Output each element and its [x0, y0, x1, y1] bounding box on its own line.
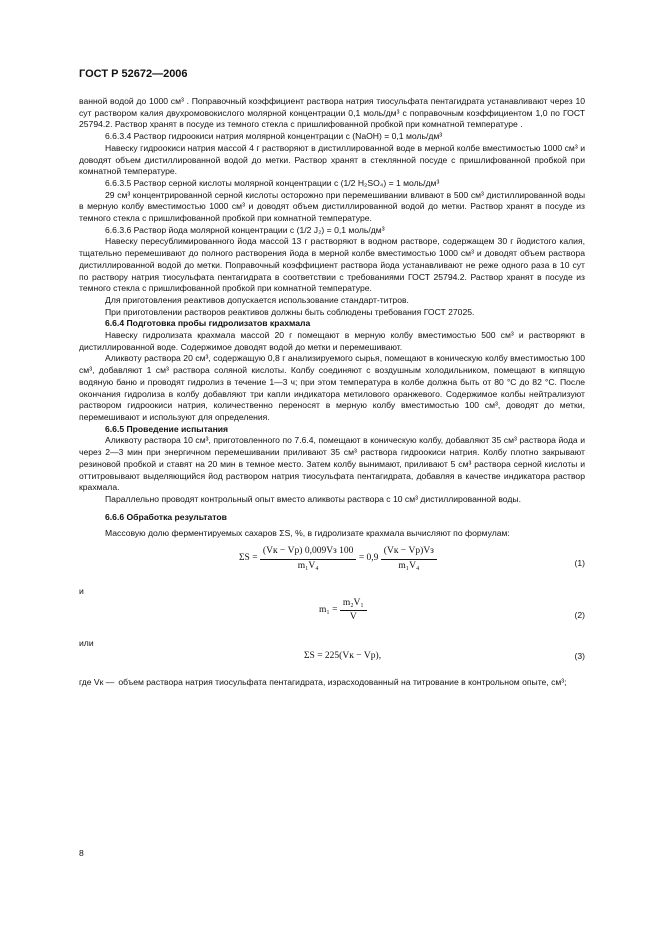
connector-word-or: или	[79, 637, 94, 648]
subsection-title-6634: 6.6.3.4 Раствор гидроокиси натрия молярной концентрации c (NaOH) = 0,1 моль/дм³	[105, 131, 443, 142]
paragraph: Навеску гидроокиси натрия массой 4 г растворяют в дистиллированной воде в мерной колбе вместимостью 1000 см³ и доводят объем дистиллированной водой до метки. Раствор хранят в стеклянной посуде с пришлифованной пробкой при комнатной температуре.	[79, 142, 585, 177]
equation-number-1: (1)	[574, 558, 585, 569]
formula-1-numerator-b: (Vк − Vр)Vз	[381, 546, 437, 560]
formula-1-denominator-a: m₁V₄	[297, 560, 319, 571]
page-number: 8	[79, 848, 84, 858]
formula-2	[79, 598, 585, 638]
connector-word-and: и	[79, 586, 84, 597]
variable-definition-text: объем раствора натрия тиосульфата пентагидрата, израсходованный на титрование в контрольном опыте, см³;	[118, 677, 567, 688]
formula-1-lhs: ΣS =	[239, 553, 258, 564]
formula-2-numerator: m₂V₁	[340, 598, 367, 612]
formula-1-fraction-b	[381, 546, 437, 572]
variable-definition	[79, 677, 585, 689]
subsection-title-6636: 6.6.3.6 Раствор йода молярной концентрации c (1/2 J₂) = 0,1 моль/дм³	[105, 224, 385, 235]
formula-1-middle: = 0,9	[358, 553, 379, 564]
equation-number-2: (2)	[574, 609, 585, 620]
formula-2-fraction	[340, 598, 367, 624]
formula-2-lhs: m₁ =	[319, 605, 338, 616]
standard-header: ГОСТ Р 52672—2006	[79, 68, 188, 80]
formula-2-denominator: V	[349, 612, 357, 623]
formula-1-denominator-b: m₁V₄	[398, 560, 420, 571]
equation-number-3: (3)	[574, 651, 585, 662]
formula-3-expression: ΣS = 225(Vк − Vр),	[304, 651, 382, 662]
paragraph: Параллельно проводят контрольный опыт вместо аликвоты раствора с 10 см³ дистиллированной воды.	[105, 493, 521, 504]
paragraph: 29 см³ концентрированной серной кислоты осторожно при перемешивании вливают в 500 см³ дистиллированной воды в мерную колбу вместимостью 1000 см³ и доводят объем дистиллированной водой до метки. Раствор хранят в посуде из темного стекла с пришлифованной пробкой при комнатной температуре.	[79, 189, 585, 224]
formula-1-fraction-a	[260, 546, 357, 572]
document-body	[79, 96, 585, 689]
paragraph: Аликвоту раствора 10 см³, приготовленного по 7.6.4, помещают в коническую колбу, добавляют 35 см³ раствора йода и через 2—3 мин при энергичном перемешивании приливают 35 см³ раствора гидроокиси натрия. Колбу плотно закрывают резиновой пробкой и ставят на 20 мин в темное место. Затем колбу вынимают, приливают 5 см³ раствора серной кислоты и оттитровывают выделяющийся йод раствором натрия тиосульфата пентагидрата, добавляя в качестве индикатора раствор крахмала.	[79, 435, 585, 493]
paragraph: Навеску пересублимированного йода массой 13 г растворяют в водном растворе, содержащем 30 г йодистого калия, тщательно перемешивают до полного растворения йода в мерной колбе вместимостью 1000 см³ и доводят объем раствора дистиллированной водой до метки. Поправочный коэффициент раствора йода устанавливают не реже одного раза в 10 сут по раствору натрия тиосульфата пентагидрата в соответствии с требованиями ГОСТ 25794.2. Раствор хранят в посуде из темного стекла с пришлифованной пробкой при комнатной температуре.	[79, 236, 585, 294]
section-heading-665: 6.6.5 Проведение испытания	[105, 423, 229, 434]
paragraph: Навеску гидролизата крахмала массой 20 г помещают в мерную колбу вместимостью 500 см³ и растворяют в дистиллированной воде. Содержимое доводят водой до метки и перемешивают.	[79, 330, 585, 352]
paragraph: Массовую долю ферментируемых сахаров ΣS, %, в гидролизате крахмала вычисляют по формулам:	[105, 528, 510, 539]
formula-1	[79, 546, 585, 586]
formula-1-numerator-a: (Vк − Vр) 0,009Vз 100	[260, 546, 357, 560]
paragraph: При приготовлении растворов реактивов должны быть соблюдены требования ГОСТ 27025.	[105, 306, 475, 317]
paragraph: Аликвоту раствора 20 см³, содержащую 0,8 г анализируемого сырья, помещают в коническую колбу вместимостью 100 см³, добавляют 1 см³ раствора соляной кислоты. Колбу соединяют с воздушным холодильником, помещают в кипящую водяную баню и проводят гидролиз в течение 1—3 ч; при этом температура в колбе должна быть от 80 °C до 82 °C. После окончания гидролиза в колбу добавляют три капли индикатора метилового оранжевого. Содержимое колбы нейтрализуют раствором гидроокиси натрия, количественно переносят в мерную колбу вместимостью 100 см³, доводят до метки, перемешивают и используют для определения.	[79, 353, 585, 422]
section-heading-666: 6.6.6 Обработка результатов	[105, 511, 227, 522]
section-heading-664: 6.6.4 Подготовка пробы гидролизатов крахмала	[105, 318, 311, 329]
formula-3	[79, 649, 585, 671]
paragraph: ванной водой до 1000 см³ . Поправочный коэффициент раствора натрия тиосульфата пентагидрата устанавливают через 10 сут раствором калия двухромовокислого молярной концентрации 0,1 моль/дм³ с поправочным коэффициентом 1,0 по ГОСТ 25794.2. Раствор хранят в посуде из темного стекла с пришлифованной пробкой при комнатной температуре .	[79, 96, 585, 130]
variable-definition-lead: где Vк —	[79, 677, 115, 688]
paragraph: Для приготовления реактивов допускается использование стандарт-титров.	[105, 294, 409, 305]
subsection-title-6635: 6.6.3.5 Раствор серной кислоты молярной концентрации c (1/2 H₂SO₄) = 1 моль/дм³	[105, 177, 440, 188]
